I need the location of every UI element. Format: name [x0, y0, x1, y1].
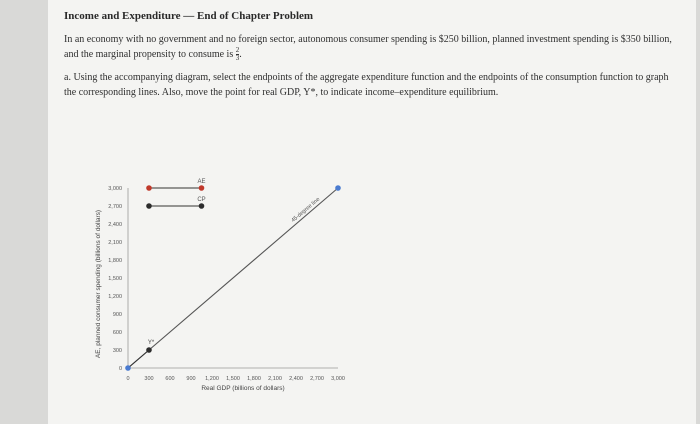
y-tick-label: 1,800: [108, 258, 122, 264]
part-a-text: a. Using the accompanying diagram, select the endpoints of the aggregate expenditure function and the endpoints of the consumption function to graph the corresponding lines. Also, move the point for real GDP, Y*, to indicate income–expenditure equilibrium.: [64, 72, 669, 98]
x-tick-label: 300: [144, 376, 154, 382]
y-tick-label: 3,000: [108, 186, 122, 192]
ae-endpoint-1: [146, 185, 152, 191]
mpc-numerator: 2: [235, 46, 240, 55]
x-tick-label: 2,700: [310, 376, 324, 382]
y-tick-label: 2,700: [108, 204, 122, 210]
45-degree-line-line: [128, 188, 338, 368]
x-tick-label: 900: [186, 376, 196, 382]
y-star-point: [146, 347, 152, 353]
x-tick-label: 2,400: [289, 376, 303, 382]
x-tick-label: 1,200: [205, 376, 219, 382]
y-star-guide: [128, 350, 149, 368]
cp-endpoint-1: [146, 203, 152, 209]
x-tick-label: 600: [165, 376, 175, 382]
y-tick-label: 900: [112, 312, 122, 318]
origin-point: [126, 366, 131, 371]
x-tick-label: 1,800: [247, 376, 261, 382]
series-label-ae: AE: [197, 179, 206, 185]
y-tick-label: 600: [112, 330, 122, 336]
45-degree-line-endpoint-2: [335, 185, 341, 191]
y-tick-label: 0: [118, 366, 122, 372]
y-star-label: Y*: [147, 340, 155, 346]
problem-page: [48, 0, 696, 424]
y-axis-label: AE, planned consumer spending (billions of dollars): [95, 209, 102, 359]
x-tick-label: 1,500: [226, 376, 240, 382]
mpc-denominator: 3: [235, 54, 240, 63]
mpc-fraction: [236, 47, 240, 62]
x-tick-label: 3,000: [331, 376, 345, 382]
series-label-45-degree: 45-degree line: [290, 196, 322, 224]
ae-chart[interactable]: [48, 170, 428, 424]
y-tick-label: 1,200: [108, 294, 122, 300]
problem-title: Income and Expenditure — End of Chapter Problem: [64, 10, 314, 22]
y-tick-label: 1,500: [108, 276, 122, 282]
problem-intro: In an economy with no government and no foreign sector, autonomous consumer spending is $250 billion, planned investment spending is $350 billion, and the marginal propensity to consume is $\frac{2}{3}$ .: [64, 34, 672, 63]
x-tick-label: 0: [126, 376, 130, 382]
intro-text: In an economy with no government and no foreign sector, autonomous consumer spending is $250 billion, planned investment spending is $350 billion, and the marginal propensity to consume is: [64, 34, 672, 60]
y-tick-label: 2,100: [108, 240, 122, 246]
x-tick-label: 2,100: [268, 376, 282, 382]
series-label-cp: CP: [197, 197, 206, 203]
cp-endpoint-2: [199, 203, 205, 209]
chart-series: [125, 179, 341, 371]
y-tick-label: 300: [112, 348, 122, 354]
y-tick-label: 2,400: [108, 222, 122, 228]
x-axis-label: Real GDP (billions of dollars): [201, 385, 285, 392]
ae-endpoint-2: [199, 185, 205, 191]
